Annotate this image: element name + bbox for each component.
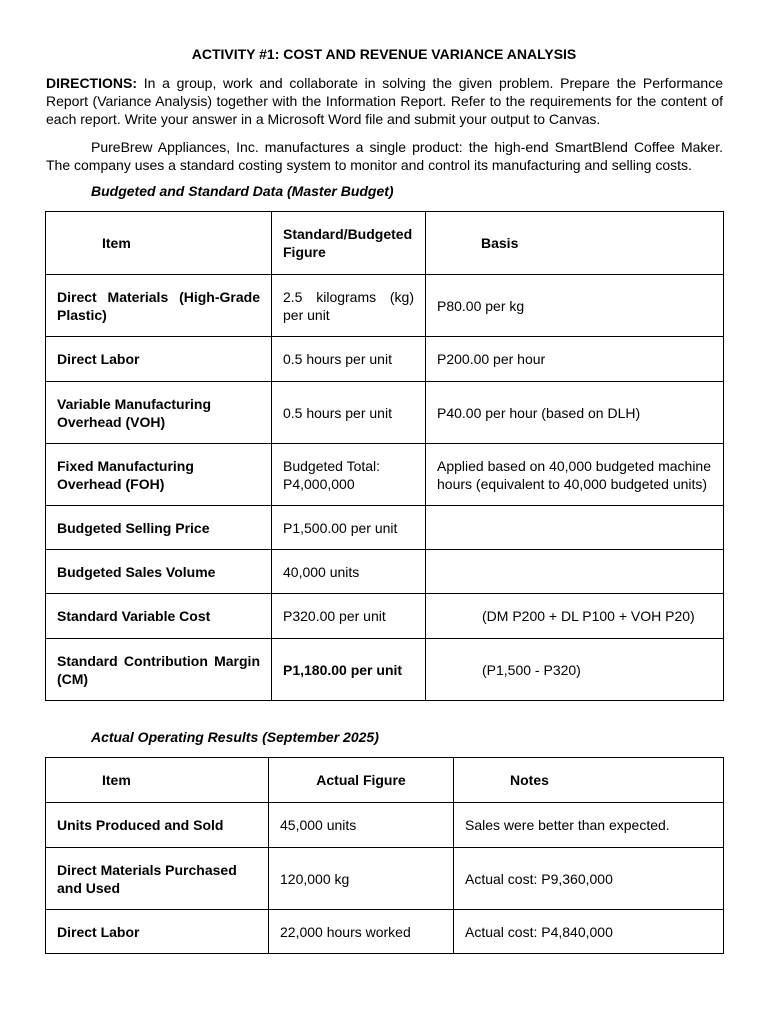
row-figure: P1,180.00 per unit xyxy=(272,639,426,701)
header-notes: Notes xyxy=(454,758,724,803)
header-figure: Standard/Budgeted Figure xyxy=(272,212,426,275)
row-figure: 22,000 hours worked xyxy=(269,910,454,954)
directions-label: DIRECTIONS: xyxy=(46,75,137,91)
table-row xyxy=(46,382,724,444)
row-item: Direct Materials (High-Grade Plastic) xyxy=(46,275,272,337)
row-notes: Actual cost: P9,360,000 xyxy=(454,848,724,910)
row-figure: 2.5 kilograms (kg) per unit xyxy=(272,275,426,337)
header-basis: Basis xyxy=(426,212,724,275)
row-item: Units Produced and Sold xyxy=(46,803,269,848)
header-actual-figure: Actual Figure xyxy=(269,758,454,803)
header-item: Item xyxy=(46,758,269,803)
table-row xyxy=(46,275,724,337)
row-figure: P320.00 per unit xyxy=(272,594,426,639)
row-notes: Actual cost: P4,840,000 xyxy=(454,910,724,954)
table-row xyxy=(46,550,724,594)
row-basis: P40.00 per hour (based on DLH) xyxy=(426,382,724,444)
row-figure: 45,000 units xyxy=(269,803,454,848)
directions-text: In a group, work and collaborate in solving the given problem. Prepare the Performance Report (Variance Analysis) together with the Information Report. Refer to the requirements for the content of each report. Write your answer in a Microsoft Word file and submit your output to Canvas. xyxy=(46,75,723,127)
table-header-row xyxy=(46,212,724,275)
row-notes: Sales were better than expected. xyxy=(454,803,724,848)
actual-table-caption: Actual Operating Results (September 2025) xyxy=(91,729,379,745)
row-figure: 40,000 units xyxy=(272,550,426,594)
table-row xyxy=(46,594,724,639)
table-row xyxy=(46,337,724,382)
table-row xyxy=(46,639,724,701)
table-row xyxy=(46,444,724,506)
row-item: Budgeted Sales Volume xyxy=(46,550,272,594)
row-figure: Budgeted Total: P4,000,000 xyxy=(272,444,426,506)
row-item: Budgeted Selling Price xyxy=(46,506,272,550)
row-basis: P200.00 per hour xyxy=(426,337,724,382)
budget-table xyxy=(45,211,724,701)
budget-table-caption: Budgeted and Standard Data (Master Budget) xyxy=(91,183,394,199)
header-item: Item xyxy=(46,212,272,275)
table-row xyxy=(46,506,724,550)
row-item: Fixed Manufacturing Overhead (FOH) xyxy=(46,444,272,506)
row-item: Direct Labor xyxy=(46,910,269,954)
row-item: Direct Materials Purchased and Used xyxy=(46,848,269,910)
row-basis: Applied based on 40,000 budgeted machine hours (equivalent to 40,000 budgeted units) xyxy=(426,444,724,506)
table-row xyxy=(46,803,724,848)
actual-results-table xyxy=(45,757,724,954)
table-row xyxy=(46,848,724,910)
row-figure: 0.5 hours per unit xyxy=(272,382,426,444)
row-basis xyxy=(426,550,724,594)
directions-paragraph xyxy=(46,74,723,128)
table-header-row xyxy=(46,758,724,803)
row-item: Standard Contribution Margin (CM) xyxy=(46,639,272,701)
row-item: Standard Variable Cost xyxy=(46,594,272,639)
activity-title: ACTIVITY #1: COST AND REVENUE VARIANCE ANALYSIS xyxy=(191,46,577,62)
company-paragraph: PureBrew Appliances, Inc. manufactures a single product: the high-end SmartBlend Coffee Maker. The company uses a standard costing system to monitor and control its manufacturing and selling costs. xyxy=(46,139,723,173)
table-row xyxy=(46,910,724,954)
row-figure: 120,000 kg xyxy=(269,848,454,910)
row-basis: P80.00 per kg xyxy=(426,275,724,337)
row-figure: P1,500.00 per unit xyxy=(272,506,426,550)
row-basis: (P1,500 - P320) xyxy=(426,639,724,701)
row-item: Variable Manufacturing Overhead (VOH) xyxy=(46,382,272,444)
row-basis xyxy=(426,506,724,550)
row-basis: (DM P200 + DL P100 + VOH P20) xyxy=(426,594,724,639)
row-figure: 0.5 hours per unit xyxy=(272,337,426,382)
row-item: Direct Labor xyxy=(46,337,272,382)
